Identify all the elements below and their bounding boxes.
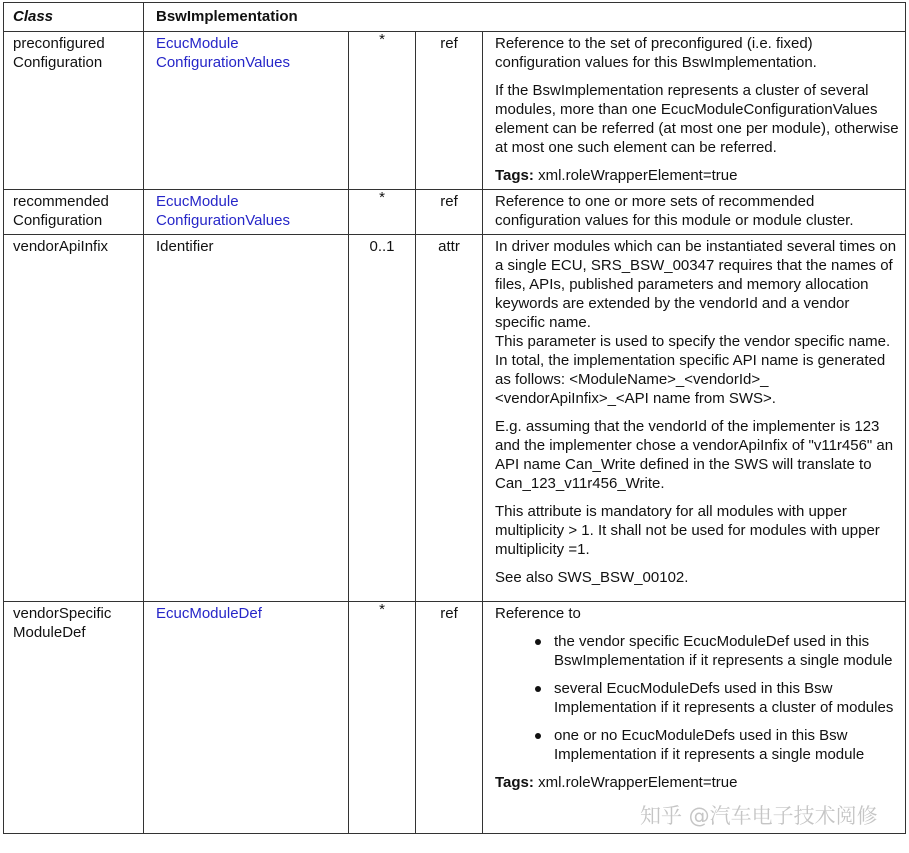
attribute-multiplicity: 0..1 [349, 235, 416, 602]
description-paragraph: If the BswImplementation represents a cluster of several modules, more than one EcucModuleConfigurationValues element can be referred (at most one per module), otherwise at most one such element can be referred. [495, 82, 899, 156]
attribute-name: vendorSpecific ModuleDef [4, 602, 144, 834]
description-paragraph: In driver modules which can be instantiated several times on a single ECU, SRS_BSW_00347 requires that the names of files, APIs, published parameters and memory allocation keywords are extended by the vendorId and a vendor specific name. [495, 238, 897, 331]
bullet-list [495, 632, 899, 764]
tags-label: Tags: [495, 167, 534, 184]
attribute-name: vendorApiInfix [4, 235, 144, 602]
description-paragraph: See also SWS_BSW_00102. [495, 569, 689, 586]
attribute-description [483, 190, 906, 235]
class-name: BswImplementation [144, 3, 906, 32]
description-paragraph: Reference to one or more sets of recommended configuration values for this module or module cluster. [495, 193, 854, 229]
attribute-type: Identifier [144, 235, 349, 602]
multiplicity-value: * [379, 31, 385, 48]
list-item: several EcucModuleDefs used in this Bsw Implementation if it represents a cluster of modules [495, 679, 899, 717]
attribute-multiplicity [349, 190, 416, 235]
description-paragraph: E.g. assuming that the vendorId of the implementer is 123 and the implementer chose a vendorApiInfix of "v11r456" an API name Can_Write defined in the SWS will translate to Can_123_v11r456_Write. [495, 418, 894, 492]
table-header-row [4, 3, 906, 32]
tags-value: xml.roleWrapperElement=true [533, 774, 738, 791]
attribute-kind: ref [416, 32, 483, 190]
description-paragraph: This parameter is used to specify the vendor specific name. In total, the implementation specific API name is generated as follows: <ModuleName>_<vendorId>_ <vendorApiInfix>_<API name from SWS>. [495, 333, 891, 407]
list-item: one or no EcucModuleDefs used in this Bsw Implementation if it represents a single module [495, 726, 899, 764]
multiplicity-value: * [379, 189, 385, 206]
attribute-kind: attr [416, 235, 483, 602]
description-paragraph: Reference to the set of preconfigured (i.e. fixed) configuration values for this BswImplementation. [495, 35, 817, 71]
class-label: Class [4, 3, 144, 32]
description-paragraph: Reference to [495, 605, 581, 622]
attribute-name: recommended Configuration [4, 190, 144, 235]
tags-label: Tags: [495, 774, 534, 791]
attribute-kind: ref [416, 602, 483, 834]
attribute-description [483, 602, 906, 834]
list-item: the vendor specific EcucModuleDef used in this BswImplementation if it represents a single module [495, 632, 899, 670]
multiplicity-value: * [379, 601, 385, 618]
attribute-multiplicity [349, 32, 416, 190]
watermark-text: 知乎 @汽车电子技术阅修 [640, 804, 878, 828]
attribute-name: preconfigured Configuration [4, 32, 144, 190]
table-row [4, 32, 906, 190]
attribute-description [483, 32, 906, 190]
table-row [4, 235, 906, 602]
attribute-multiplicity [349, 602, 416, 834]
description-paragraph: This attribute is mandatory for all modules with upper multiplicity > 1. It shall not be used for modules with upper multiplicity =1. [495, 503, 880, 558]
table-row [4, 602, 906, 834]
attribute-table [3, 2, 906, 834]
attribute-type-link[interactable]: EcucModule ConfigurationValues [144, 190, 349, 235]
attribute-kind: ref [416, 190, 483, 235]
tags-line [495, 773, 899, 792]
attribute-description [483, 235, 906, 602]
attribute-type-link[interactable]: EcucModule ConfigurationValues [144, 32, 349, 190]
attribute-type-link[interactable]: EcucModuleDef [144, 602, 349, 834]
table-row [4, 190, 906, 235]
tags-value: xml.roleWrapperElement=true [533, 167, 738, 184]
tags-line [495, 166, 899, 185]
